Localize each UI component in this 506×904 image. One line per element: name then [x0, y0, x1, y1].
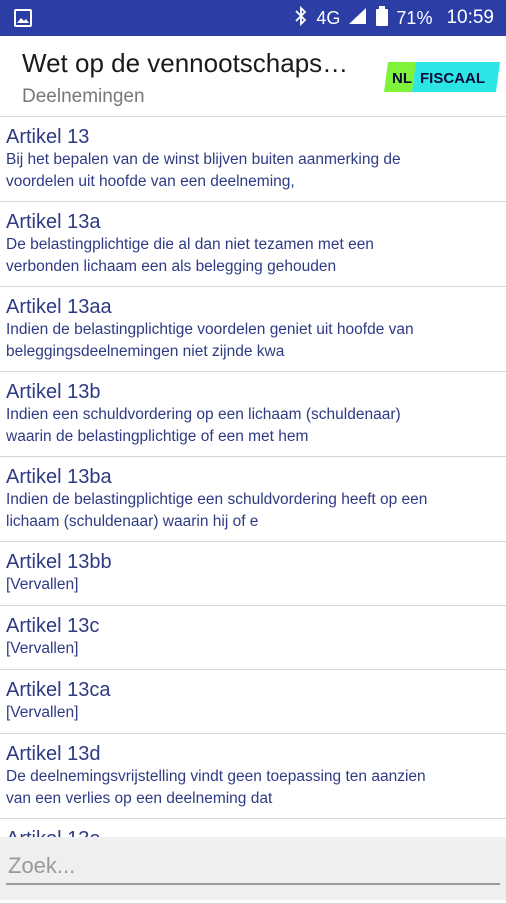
battery-percent: 71% — [396, 7, 433, 28]
list-item[interactable] — [0, 670, 506, 734]
image-icon — [14, 9, 32, 27]
search-bar — [0, 837, 506, 900]
article-title: Artikel 13c — [6, 615, 100, 637]
list-item[interactable] — [0, 372, 506, 457]
article-title: Artikel 13bb — [6, 551, 112, 573]
article-title: Artikel 13b — [6, 381, 101, 403]
list-item[interactable] — [0, 287, 506, 372]
article-list[interactable] — [0, 117, 506, 837]
status-bar — [0, 0, 506, 36]
article-snippet: [Vervallen] — [6, 704, 79, 721]
list-item[interactable] — [0, 734, 506, 819]
article-snippet: Bij het bepalen van de winst blijven buiten aanmerking de voordelen uit hoofde van een deelneming, — [6, 151, 401, 190]
article-snippet: De deelnemingsvrijstelling vindt geen toepassing ten aanzien van een verlies op een deelneming dat — [6, 768, 426, 807]
page-subtitle: Deelnemingen — [22, 86, 145, 107]
page-title: Wet op de vennootschaps… — [22, 48, 349, 78]
nl-fiscaal-logo[interactable] — [384, 62, 500, 92]
list-item[interactable] — [0, 457, 506, 542]
app-header — [0, 36, 506, 117]
article-title: Artikel 13ca — [6, 679, 111, 701]
clock: 10:59 — [446, 7, 494, 28]
bluetooth-icon — [294, 6, 308, 31]
article-title: Artikel 13 — [6, 126, 90, 148]
article-snippet: De belastingplichtige die al dan niet tezamen met een verbonden lichaam een als belegging gehouden — [6, 236, 374, 275]
signal-icon — [348, 7, 368, 30]
battery-icon — [376, 6, 388, 31]
article-snippet: [Vervallen] — [6, 576, 79, 593]
article-snippet: [Vervallen] — [6, 640, 79, 657]
article-title: Artikel 13aa — [6, 296, 112, 318]
article-title: Artikel 13ba — [6, 466, 112, 488]
logo-nl-text: NL — [392, 70, 412, 87]
list-item[interactable] — [0, 606, 506, 670]
article-snippet: Indien de belastingplichtige een schuldvordering heeft op een lichaam (schuldenaar) waarin hij of e — [6, 491, 428, 530]
logo-fiscaal-text: FISCAAL — [420, 70, 485, 87]
article-title: Artikel 13d — [6, 743, 101, 765]
search-input[interactable] — [6, 849, 500, 885]
network-type: 4G — [316, 7, 341, 28]
article-snippet: Indien een schuldvordering op een lichaam (schuldenaar) waarin de belastingplichtige of een met hem — [6, 406, 401, 445]
list-item[interactable] — [0, 117, 506, 202]
article-snippet: Indien de belastingplichtige voordelen geniet uit hoofde van beleggingsdeelnemingen niet zijnde kwa — [6, 321, 414, 360]
article-title: Artikel 13a — [6, 211, 101, 233]
list-item[interactable] — [0, 542, 506, 606]
list-item[interactable] — [0, 202, 506, 287]
